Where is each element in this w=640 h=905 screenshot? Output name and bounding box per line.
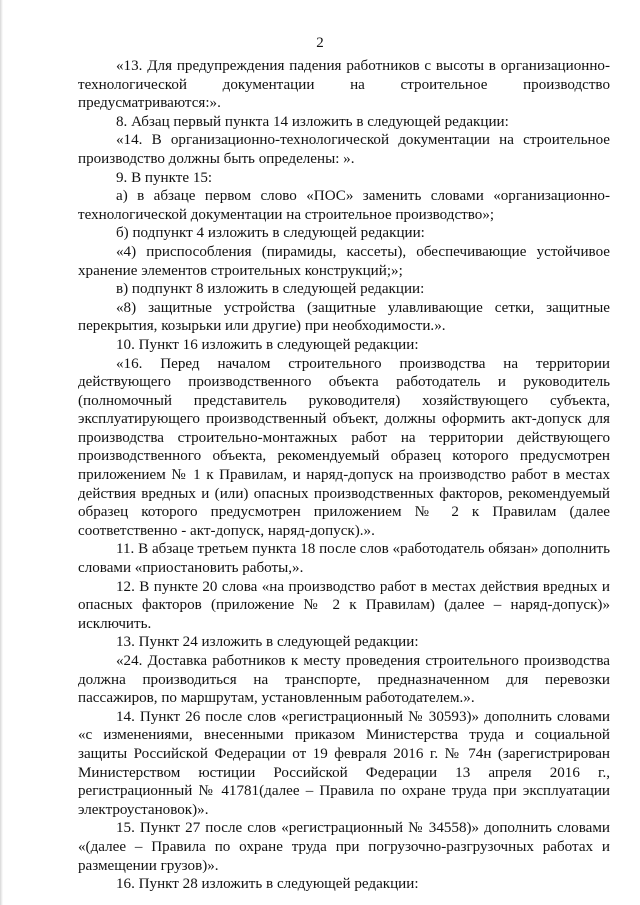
item-15: 15. Пункт 27 после слов «регистрационный № 34558)» дополнить словами «(далее – Правила по охране труда при погрузочно-разгрузочных работах и размещении грузов)». (78, 820, 610, 874)
item-9-a: а) в абзаце первом слово «ПОС» заменить словами «организационно-технологической документации на строительное производство»; (78, 188, 610, 223)
item-10: 10. Пункт 16 изложить в следующей редакции: (116, 336, 419, 353)
item-11: 11. В абзаце третьем пункта 18 после слов «работодатель обязан» дополнить словами «приостановить работы,». (78, 541, 610, 577)
subitem-4-quote: «4) приспособления (пирамиды, кассеты), обеспечивающие устойчивое хранение элементов строительных конструкций;»; (78, 243, 610, 279)
item-12: 12. В пункте 20 слова «на производство работ в местах действия вредных и опасных факторов (приложение № 2 к Правилам) (далее – наряд-допуск)» исключить. (78, 578, 610, 632)
item-8: 8. Абзац первый пункта 14 изложить в следующей редакции: (116, 113, 509, 130)
paragraph-13-quote: «13. Для предупреждения падения работников с высоты в организационно-технологической документации на строительное производство предусматриваются:». (78, 58, 610, 112)
item-9-v: в) подпункт 8 изложить в следующей редакции: (116, 281, 425, 298)
paragraph-16-quote: «16. Перед началом строительного производства на территории действующего производственного объекта работодатель и руководитель (полномочный представитель руководителя) хозяйствующего субъекта, эксплуатирующего производственный объект, должны оформить акт-допуск для производства строительно-монтажных работ на территории действующего производственного объекта, рекомендуемый образец которого предусмотрен приложением № 1 к Правилам, и наряд-допуск на производство работ в местах действия вредных и (или) опасных производственных факторов, рекомендуемый образец которого предусмотрен приложением № 2 к Правилам (далее соответственно - акт-допуск, наряд-допуск).». (78, 355, 610, 539)
item-14: 14. Пункт 26 после слов «регистрационный № 30593)» дополнить словами «с изменениями, внесенными приказом Министерства труда и социальной защиты Российской Федерации от 19 февраля 2016 г. № 74н (зарегистрирован Министерством юстиции Российской Федерации 13 апреля 2016 г., регистрационный № 41781(далее – Правила по охране труда при эксплуатации электроустановок)». (78, 708, 610, 818)
page-number: 2 (316, 35, 324, 51)
document-body (78, 57, 610, 894)
scan-edge (0, 0, 3, 905)
item-9-b: б) подпункт 4 изложить в следующей редакции: (116, 225, 425, 242)
item-16: 16. Пункт 28 изложить в следующей редакции: (116, 876, 419, 893)
subitem-8-quote: «8) защитные устройства (защитные улавливающие сетки, защитные перекрытия, козырьки или другие) при необходимости.». (78, 299, 610, 335)
item-9: 9. В пункте 15: (116, 169, 213, 186)
paragraph-14-quote: «14. В организационно-технологической документации на строительное производство должны быть определены: ». (78, 132, 610, 167)
item-13: 13. Пункт 24 изложить в следующей редакции: (116, 634, 419, 651)
paragraph-24-quote: «24. Доставка работников к месту проведения строительного производства должна производиться на транспорте, предназначенном для перевозки пассажиров, по маршрутам, установленным работодателем.». (78, 653, 610, 707)
